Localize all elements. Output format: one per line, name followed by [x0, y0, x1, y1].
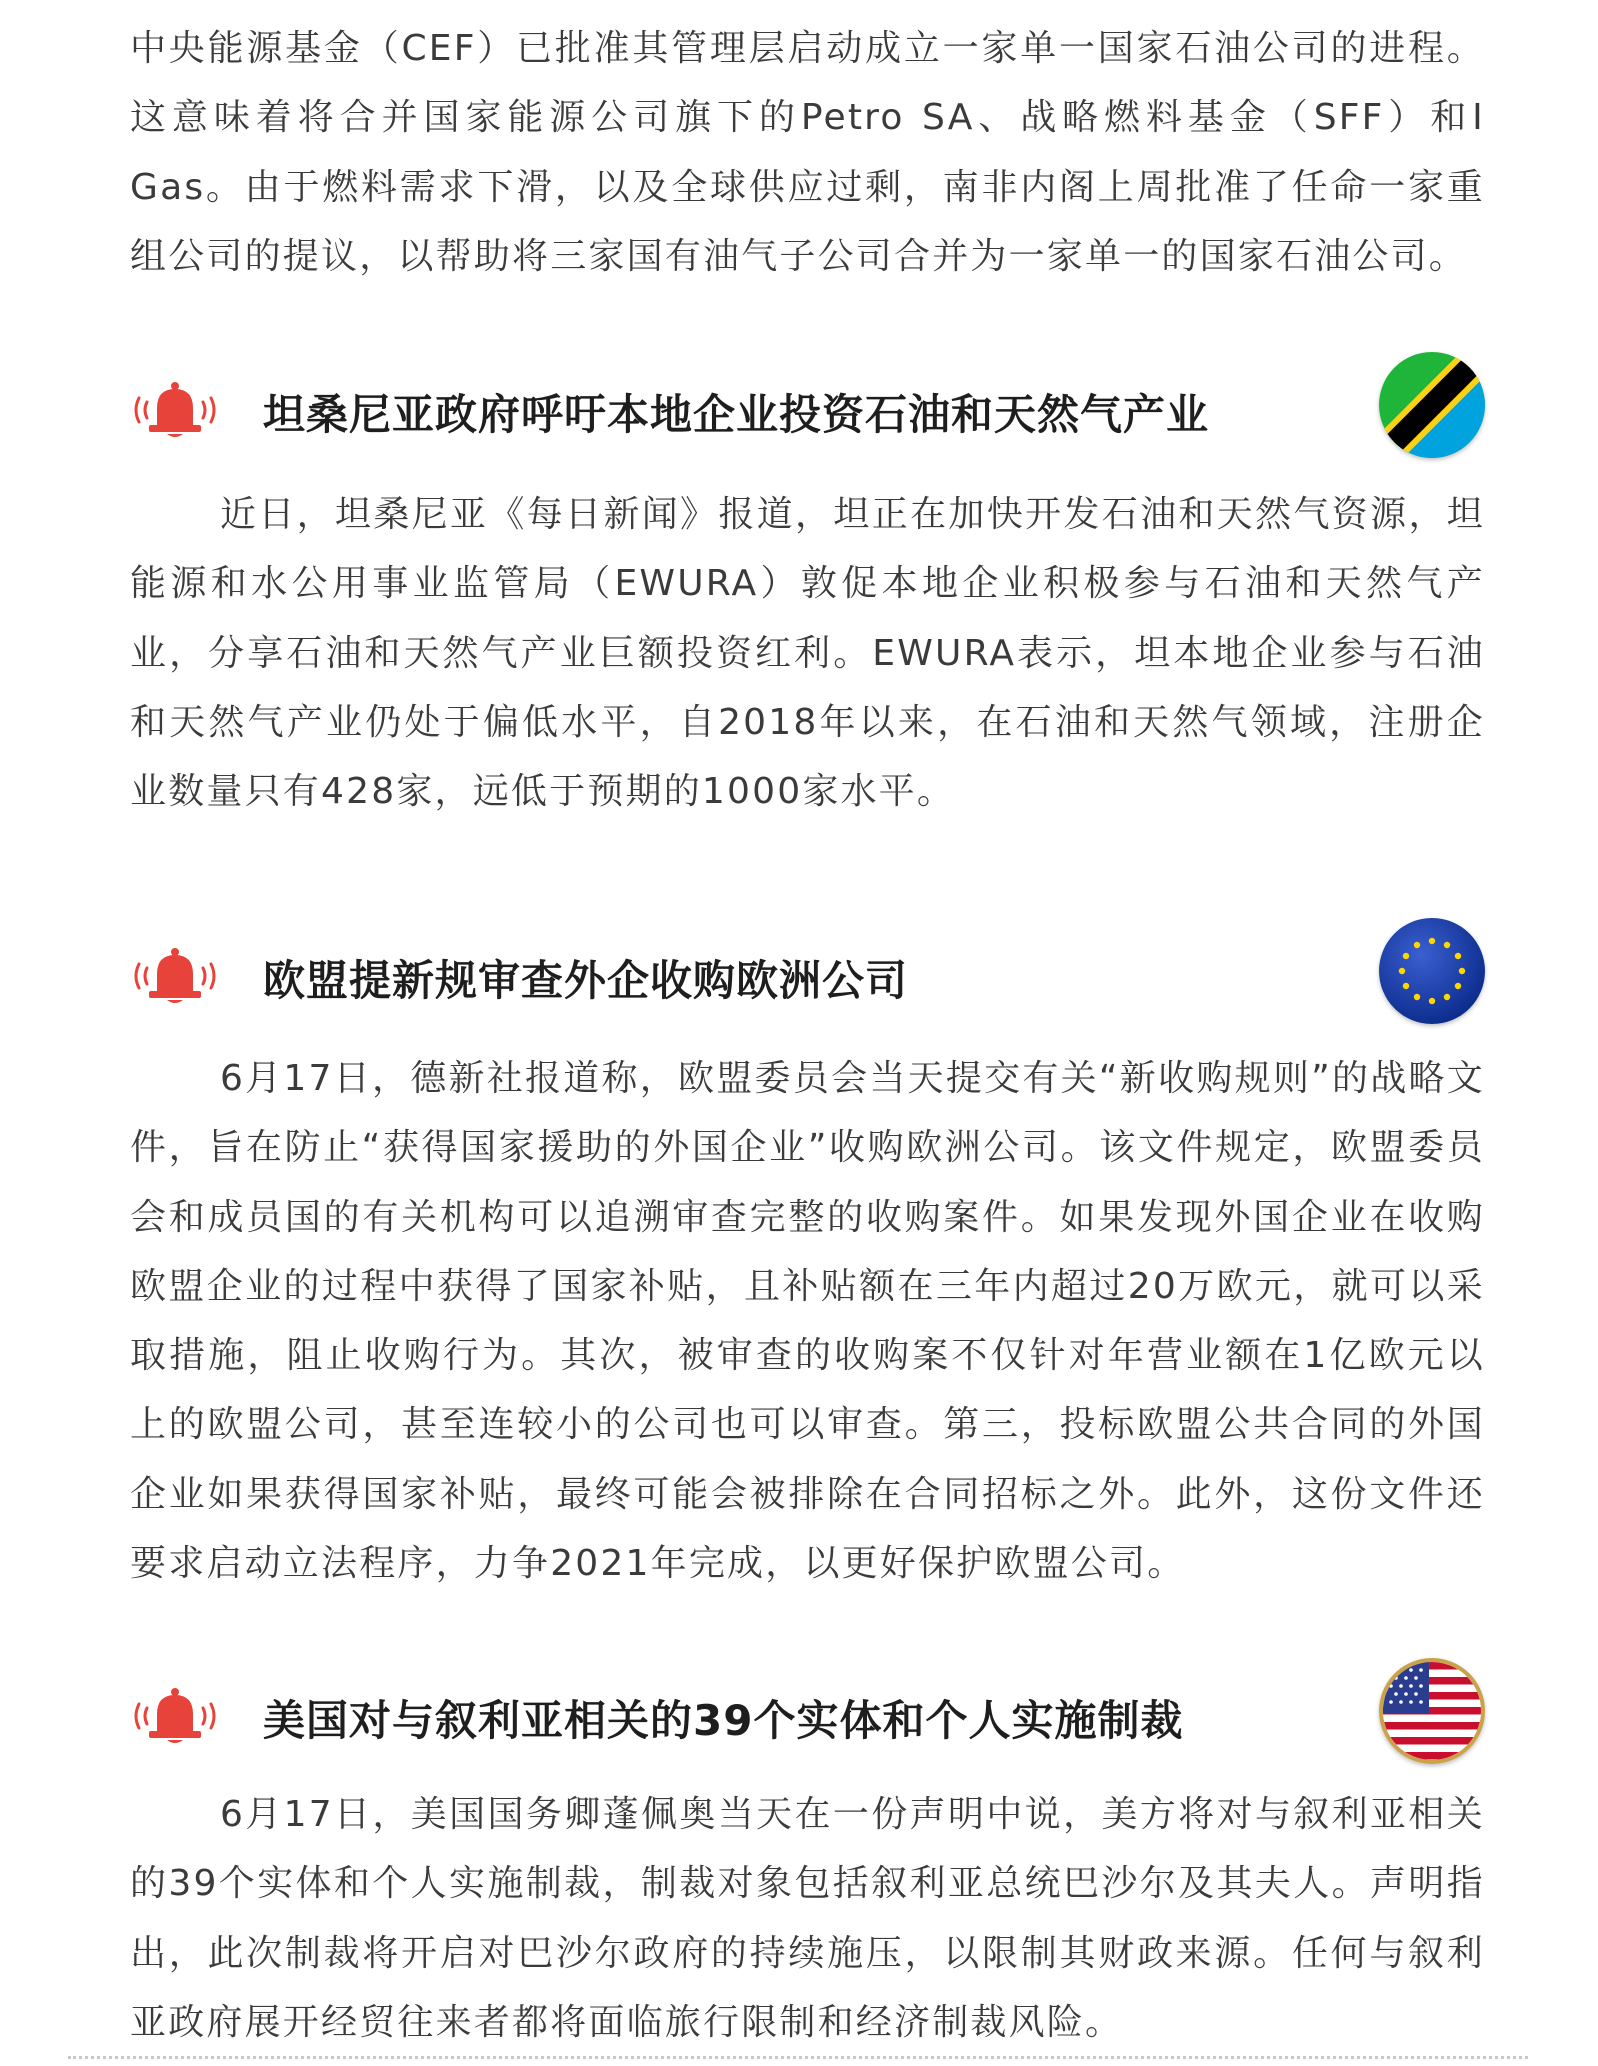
- intro-paragraph: 中央能源基金（CEF）已批准其管理层启动成立一家单一国家石油公司的进程。这意味着将合并国家能源公司旗下的Petro SA、战略燃料基金（SFF）和I Gas。由于燃料需求下滑，以及全球供应过剩，南非内阁上周批准了任命一家重组公司的提议，以帮助将三家国有油气子公司合并为一家单一的国家石油公司。: [130, 28, 1485, 277]
- article-body: 6月17日，美国国务卿蓬佩奥当天在一份声明中说，美方将对与叙利亚相关的39个实体和个人实施制裁，制裁对象包括叙利亚总统巴沙尔及其夫人。声明指出，此次制裁将开启对巴沙尔政府的持续施压，以限制其财政来源。任何与叙利亚政府展开经贸往来者都将面临旅行限制和经济制裁风险。: [130, 1794, 1485, 2043]
- eu-flag-icon: [1379, 918, 1485, 1024]
- article-title: 美国对与叙利亚相关的39个实体和个人实施制裁: [263, 1696, 1184, 1745]
- alarm-bell-icon: [125, 380, 225, 440]
- article-heading-tanzania: [125, 352, 1485, 462]
- alarm-bell-icon: [125, 1686, 225, 1746]
- tanzania-flag-icon: [1379, 352, 1485, 458]
- divider: [68, 2056, 1528, 2059]
- article-heading-usa: [125, 1658, 1485, 1768]
- alarm-bell-icon: [125, 946, 225, 1006]
- article-title: 坦桑尼亚政府呼吁本地企业投资石油和天然气产业: [263, 390, 1210, 439]
- article-body: 6月17日，德新社报道称，欧盟委员会当天提交有关“新收购规则”的战略文件，旨在防止“获得国家援助的外国企业”收购欧洲公司。该文件规定，欧盟委员会和成员国的有关机构可以追溯审查完整的收购案件。如果发现外国企业在收购欧盟企业的过程中获得了国家补贴，且补贴额在三年内超过20万欧元，就可以采取措施，阻止收购行为。其次，被审查的收购案不仅针对年营业额在1亿欧元以上的欧盟公司，甚至连较小的公司也可以审查。第三，投标欧盟公共合同的外国企业如果获得国家补贴，最终可能会被排除在合同招标之外。此外，这份文件还要求启动立法程序，力争2021年完成，以更好保护欧盟公司。: [130, 1058, 1485, 1585]
- article-body: 近日，坦桑尼亚《每日新闻》报道，坦正在加快开发石油和天然气资源，坦能源和水公用事业监管局（EWURA）敦促本地企业积极参与石油和天然气产业，分享石油和天然气产业巨额投资红利。EWURA表示，坦本地企业参与石油和天然气产业仍处于偏低水平，自2018年以来，在石油和天然气领域，注册企业数量只有428家，远低于预期的1000家水平。: [130, 494, 1485, 813]
- article-heading-eu: [125, 918, 1485, 1028]
- article-title: 欧盟提新规审查外企收购欧洲公司: [263, 956, 909, 1005]
- usa-flag-icon: [1379, 1658, 1485, 1764]
